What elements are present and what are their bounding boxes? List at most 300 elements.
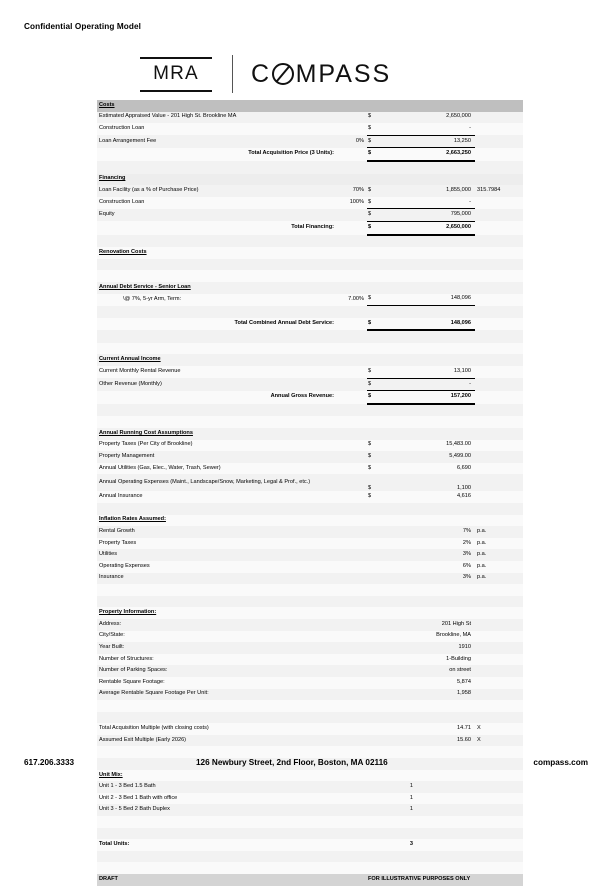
spacer-row: [97, 306, 523, 318]
spacer: [475, 515, 523, 527]
spacer: [377, 282, 475, 294]
spacer: [475, 354, 523, 366]
row-label: Number of Parking Spaces:: [99, 667, 168, 674]
total-row-debt-service: [97, 318, 523, 331]
table-row: [97, 804, 523, 816]
spacer: [97, 746, 523, 758]
spacer: [367, 689, 377, 701]
spacer-row: [97, 746, 523, 758]
operating-model-table: [97, 100, 523, 886]
compass-logo-prefix: C: [251, 59, 272, 88]
table-row: [97, 793, 523, 805]
row-label: Total Acquisition Multiple (with closing costs): [99, 725, 209, 732]
table-row: [97, 135, 523, 148]
spacer: [367, 793, 377, 805]
row-value: 6%: [462, 562, 471, 569]
table-row: [97, 526, 523, 538]
table-row: [97, 463, 523, 475]
spacer: [367, 770, 377, 782]
table-row: [97, 735, 523, 747]
spacer: [340, 793, 367, 805]
spacer-row: [97, 503, 523, 515]
spacer: [475, 318, 523, 331]
spacer: [367, 619, 377, 631]
row-currency-symbol: $: [368, 187, 372, 194]
row-currency-symbol: $: [368, 113, 372, 120]
spacer: [367, 781, 377, 793]
spacer: [475, 793, 523, 805]
spacer: [97, 851, 523, 863]
mra-logo-text: MRA: [153, 62, 199, 84]
row-label: Equity: [99, 211, 115, 218]
footer-phone: 617.206.3333: [24, 758, 75, 767]
spacer: [475, 491, 523, 503]
row-value: 1-Building: [446, 655, 471, 662]
spacer: [377, 354, 475, 366]
total-row-financing: [97, 221, 523, 234]
total-amount: 157,200: [377, 391, 475, 404]
row-label: Unit 3 - 5 Bed 2 Bath Duplex: [99, 806, 170, 813]
table-row: [97, 112, 523, 124]
section-title: Inflation Rates Assumed:: [99, 516, 166, 523]
spacer-row: [97, 862, 523, 874]
row-extra: [475, 112, 523, 124]
spacer: [340, 174, 367, 186]
operating-model-sheet: [97, 100, 523, 886]
disclaimer-bar: [97, 874, 523, 886]
draft-label: DRAFT: [99, 875, 118, 882]
row-unit: X: [477, 736, 481, 743]
row-amount: 15,483.00: [446, 441, 471, 448]
spacer: [340, 306, 367, 318]
section-title: Annual Debt Service - Senior Loan: [99, 283, 191, 290]
spacer: [367, 100, 377, 112]
spacer: [340, 631, 367, 643]
spacer: [340, 619, 367, 631]
spacer: [340, 100, 367, 112]
row-percent: 70%: [352, 187, 364, 194]
row-currency-symbol: $: [367, 378, 377, 391]
row-value: 1,958: [457, 690, 471, 697]
section-title: Annual Running Cost Assumptions: [99, 429, 193, 436]
table-row: [97, 665, 523, 677]
spacer: [97, 584, 523, 596]
total-label: Annual Gross Revenue:: [270, 393, 334, 400]
total-amount: 2,650,000: [377, 221, 475, 234]
row-label: Property Taxes: [99, 539, 137, 546]
row-label: Rental Growth: [99, 528, 135, 535]
illustrative-purposes-label: FOR ILLUSTRATIVE PURPOSES ONLY: [368, 875, 471, 882]
row-label: Rentable Square Footage:: [99, 678, 165, 685]
row-percent: [340, 123, 367, 135]
row-currency-symbol: $: [368, 441, 372, 448]
row-label: Property Management: [99, 453, 155, 460]
table-row: [97, 781, 523, 793]
spacer: [475, 463, 523, 475]
row-label: City/State:: [99, 632, 125, 639]
row-amount: 13,250: [377, 135, 475, 148]
table-row: [97, 474, 523, 491]
spacer: [340, 428, 367, 440]
spacer: [475, 804, 523, 816]
row-percent: 100%: [349, 198, 364, 205]
section-header-renovation: [97, 247, 523, 259]
footer-website[interactable]: compass.com: [533, 758, 588, 767]
section-header-unit-mix: [97, 770, 523, 782]
row-label: Construction Loan: [99, 198, 145, 205]
row-extra: [475, 135, 523, 148]
spacer: [367, 573, 377, 585]
row-extra: [475, 209, 523, 222]
spacer: [340, 770, 367, 782]
spacer-row: [97, 712, 523, 724]
section-header-current-annual-income: [97, 354, 523, 366]
section-header-running-costs: [97, 428, 523, 440]
row-amount: -: [377, 378, 475, 391]
row-value: 14.71: [457, 725, 471, 732]
spacer: [97, 259, 523, 271]
spacer: [340, 440, 367, 452]
spacer: [340, 677, 367, 689]
row-percent: [340, 209, 367, 222]
table-row: [97, 294, 523, 306]
spacer-row: [97, 270, 523, 282]
table-row: [97, 491, 523, 503]
spacer: [377, 515, 475, 527]
spacer-row: [97, 700, 523, 712]
row-label: Construction Loan: [99, 125, 145, 132]
table-row: [97, 677, 523, 689]
spacer: [367, 642, 377, 654]
row-currency-symbol: $: [368, 493, 372, 500]
spacer: [340, 282, 367, 294]
spacer: [367, 804, 377, 816]
spacer: [340, 723, 367, 735]
spacer: [377, 770, 475, 782]
total-amount: 148,096: [377, 318, 475, 331]
spacer: [475, 839, 523, 851]
total-label: Total Acquisition Price (3 Units):: [248, 150, 334, 157]
row-label: Unit 1 - 3 Bed 1.5 Bath: [99, 783, 156, 790]
row-unit: X: [477, 725, 481, 732]
spacer: [475, 607, 523, 619]
table-row: [97, 440, 523, 452]
section-header-costs: [97, 100, 523, 112]
row-value: 7%: [462, 528, 471, 535]
spacer: [367, 515, 377, 527]
row-unit: p.a.: [477, 539, 487, 546]
spacer: [367, 839, 377, 851]
row-unit: p.a.: [477, 562, 487, 569]
table-row: [97, 378, 523, 391]
spacer: [475, 391, 523, 404]
spacer: [367, 561, 377, 573]
spacer-row: [97, 828, 523, 840]
total-currency-symbol: $: [367, 391, 377, 404]
row-label: Average Rentable Square Footage Per Unit:: [99, 690, 209, 697]
spacer: [340, 654, 367, 666]
row-label: Current Monthly Rental Revenue: [99, 368, 181, 375]
spacer: [475, 100, 523, 112]
spacer: [377, 306, 475, 318]
spacer: [367, 526, 377, 538]
spacer: [340, 781, 367, 793]
spacer: [475, 221, 523, 234]
spacer: [475, 654, 523, 666]
spacer: [377, 247, 475, 259]
row-currency-symbol: $: [367, 135, 377, 148]
spacer: [340, 607, 367, 619]
spacer-row: [97, 259, 523, 271]
spacer: [475, 770, 523, 782]
row-currency-symbol: $: [368, 453, 372, 460]
spacer: [367, 549, 377, 561]
table-row: [97, 366, 523, 378]
row-amount: 148,096: [450, 295, 471, 302]
table-row: [97, 561, 523, 573]
spacer: [340, 318, 367, 331]
row-extra: [475, 123, 523, 135]
spacer-row: [97, 404, 523, 417]
section-title: Unit Mix:: [99, 771, 123, 778]
row-currency-symbol: $: [367, 209, 377, 222]
row-value: 3%: [462, 574, 471, 581]
row-label: Loan Facility (as a % of Purchase Price): [99, 187, 199, 194]
section-title: Current Annual Income: [99, 356, 161, 363]
spacer: [97, 596, 523, 608]
table-row: [97, 185, 523, 197]
row-label: Annual Insurance: [99, 493, 143, 500]
spacer: [340, 451, 367, 463]
spacer: [367, 631, 377, 643]
spacer: [475, 306, 523, 318]
row-extra: [475, 366, 523, 378]
spacer: [475, 474, 523, 491]
table-row: [97, 451, 523, 463]
table-row: [97, 723, 523, 735]
spacer-row: [97, 851, 523, 863]
spacer: [367, 665, 377, 677]
spacer: [97, 700, 523, 712]
row-unit: p.a.: [477, 528, 487, 535]
row-currency-symbol: $: [368, 484, 372, 491]
spacer: [475, 428, 523, 440]
spacer: [340, 221, 367, 234]
spacer: [340, 247, 367, 259]
spacer-row: [97, 816, 523, 828]
spacer: [97, 306, 340, 318]
total-currency-symbol: $: [367, 148, 377, 161]
table-row: [97, 197, 523, 209]
row-amount: 13,100: [453, 367, 471, 374]
row-value: 2%: [462, 539, 471, 546]
table-row: [97, 619, 523, 631]
row-label: Annual Utilities (Gas, Elec., Water, Trash, Sewer): [99, 464, 221, 471]
row-currency-symbol: $: [368, 367, 372, 374]
spacer: [340, 839, 367, 851]
row-percent: [340, 112, 367, 124]
row-amount: 1,100: [457, 484, 471, 491]
section-header-inflation: [97, 515, 523, 527]
spacer: [340, 573, 367, 585]
spacer: [97, 343, 523, 355]
table-row: [97, 549, 523, 561]
row-value: 1: [409, 794, 413, 801]
row-amount: -: [469, 125, 471, 132]
spacer: [367, 677, 377, 689]
row-label: Annual Operating Expenses (Maint., Landscape/Snow, Marketing, Legal & Prof., etc.): [99, 478, 311, 485]
spacer: [340, 804, 367, 816]
row-label: Assumed Exit Multiple (Early 2026): [99, 736, 187, 743]
spacer: [475, 451, 523, 463]
row-extra: 315.7984: [477, 187, 501, 194]
total-label: Total Financing:: [291, 224, 334, 231]
row-label: Address:: [99, 620, 122, 627]
table-row: [97, 654, 523, 666]
table-row: [97, 689, 523, 701]
row-percent: [340, 378, 367, 391]
spacer: [340, 354, 367, 366]
spacer: [97, 404, 523, 417]
spacer: [340, 735, 367, 747]
spacer: [340, 526, 367, 538]
spacer: [377, 100, 475, 112]
spacer: [97, 862, 523, 874]
row-label: Year Built:: [99, 643, 125, 650]
row-amount: 2,650,000: [446, 113, 471, 120]
spacer: [340, 665, 367, 677]
spacer: [475, 631, 523, 643]
spacer: [340, 549, 367, 561]
section-header-property-information: [97, 607, 523, 619]
spacer: [97, 416, 523, 428]
spacer: [475, 282, 523, 294]
row-unit: p.a.: [477, 574, 487, 581]
section-title: Costs: [99, 101, 115, 108]
spacer: [367, 354, 377, 366]
spacer: [367, 654, 377, 666]
section-title: Property Information:: [99, 609, 157, 616]
spacer: [340, 148, 367, 161]
total-row-acquisition-price: [97, 148, 523, 161]
spacer: [97, 161, 523, 174]
spacer: [475, 174, 523, 186]
row-label: Estimated Appraised Value - 201 High St. Brookline MA: [99, 113, 237, 120]
row-label: Loan Arrangement Fee: [99, 137, 157, 144]
table-row: [97, 642, 523, 654]
row-extra: [475, 378, 523, 391]
mra-logo-bottom-rule: [140, 90, 212, 92]
total-value: 3: [409, 841, 413, 848]
spacer: [340, 538, 367, 550]
logo-divider: [232, 55, 233, 93]
spacer: [377, 607, 475, 619]
row-currency-symbol: $: [368, 125, 372, 132]
row-value: 15.60: [457, 736, 471, 743]
spacer: [367, 282, 377, 294]
row-value: 1910: [458, 643, 471, 650]
total-currency-symbol: $: [367, 221, 377, 234]
total-label: Total Combined Annual Debt Service:: [234, 320, 334, 327]
row-amount: 4,616: [457, 493, 471, 500]
spacer: [475, 619, 523, 631]
row-label: Property Taxes (Per City of Brookline): [99, 441, 193, 448]
row-label: Number of Structures:: [99, 655, 154, 662]
row-currency-symbol: $: [368, 295, 372, 302]
row-currency-symbol: $: [368, 198, 372, 205]
mra-logo: [140, 57, 212, 92]
section-title: Financing: [99, 175, 126, 182]
spacer: [97, 235, 523, 248]
spacer: [340, 391, 367, 404]
row-currency-symbol: $: [368, 464, 372, 471]
spacer: [367, 174, 377, 186]
spacer: [97, 270, 523, 282]
row-value: Brookline, MA: [436, 632, 471, 639]
table-row: [97, 209, 523, 222]
spacer: [367, 607, 377, 619]
row-amount: 6,690: [457, 464, 471, 471]
row-value: on street: [449, 667, 471, 674]
spacer: [340, 491, 367, 503]
row-amount: 5,499.00: [449, 453, 471, 460]
row-value: 3%: [462, 551, 471, 558]
spacer: [340, 642, 367, 654]
row-extra: [475, 197, 523, 209]
section-header-debt-service: [97, 282, 523, 294]
spacer: [97, 330, 523, 343]
spacer: [340, 689, 367, 701]
spacer: [340, 561, 367, 573]
compass-slashed-o-icon: [272, 63, 294, 85]
row-label: \@ 7%, 5-yr Arm, Term:: [123, 295, 182, 302]
compass-logo-suffix: MPASS: [295, 59, 392, 88]
footer-address: 126 Newbury Street, 2nd Floor, Boston, MA 02116: [196, 758, 388, 767]
row-value: 1: [409, 783, 413, 790]
spacer-row: [97, 596, 523, 608]
spacer: [340, 463, 367, 475]
spacer-row: [97, 161, 523, 174]
brand-logo: [140, 50, 440, 98]
row-label: Other Revenue (Monthly): [99, 380, 162, 387]
spacer: [340, 474, 367, 491]
spacer: [97, 828, 523, 840]
spacer: [475, 642, 523, 654]
total-row-units: [97, 839, 523, 851]
row-label: Operating Expenses: [99, 562, 150, 569]
row-amount: 795,000: [377, 209, 475, 222]
row-label: Utilities: [99, 551, 118, 558]
row-extra: [475, 294, 523, 306]
spacer: [97, 816, 523, 828]
spacer: [367, 538, 377, 550]
table-row: [97, 123, 523, 135]
spacer: [367, 735, 377, 747]
spacer: [475, 665, 523, 677]
spacer-row: [97, 343, 523, 355]
row-label: Insurance: [99, 574, 124, 581]
total-currency-symbol: $: [367, 318, 377, 331]
spacer: [97, 712, 523, 724]
spacer: [475, 440, 523, 452]
spacer: [97, 503, 523, 515]
spacer: [367, 306, 377, 318]
row-value: 5,874: [457, 678, 471, 685]
spacer-row: [97, 330, 523, 343]
total-amount: 2,663,250: [377, 148, 475, 161]
section-header-financing: [97, 174, 523, 186]
table-row: [97, 538, 523, 550]
